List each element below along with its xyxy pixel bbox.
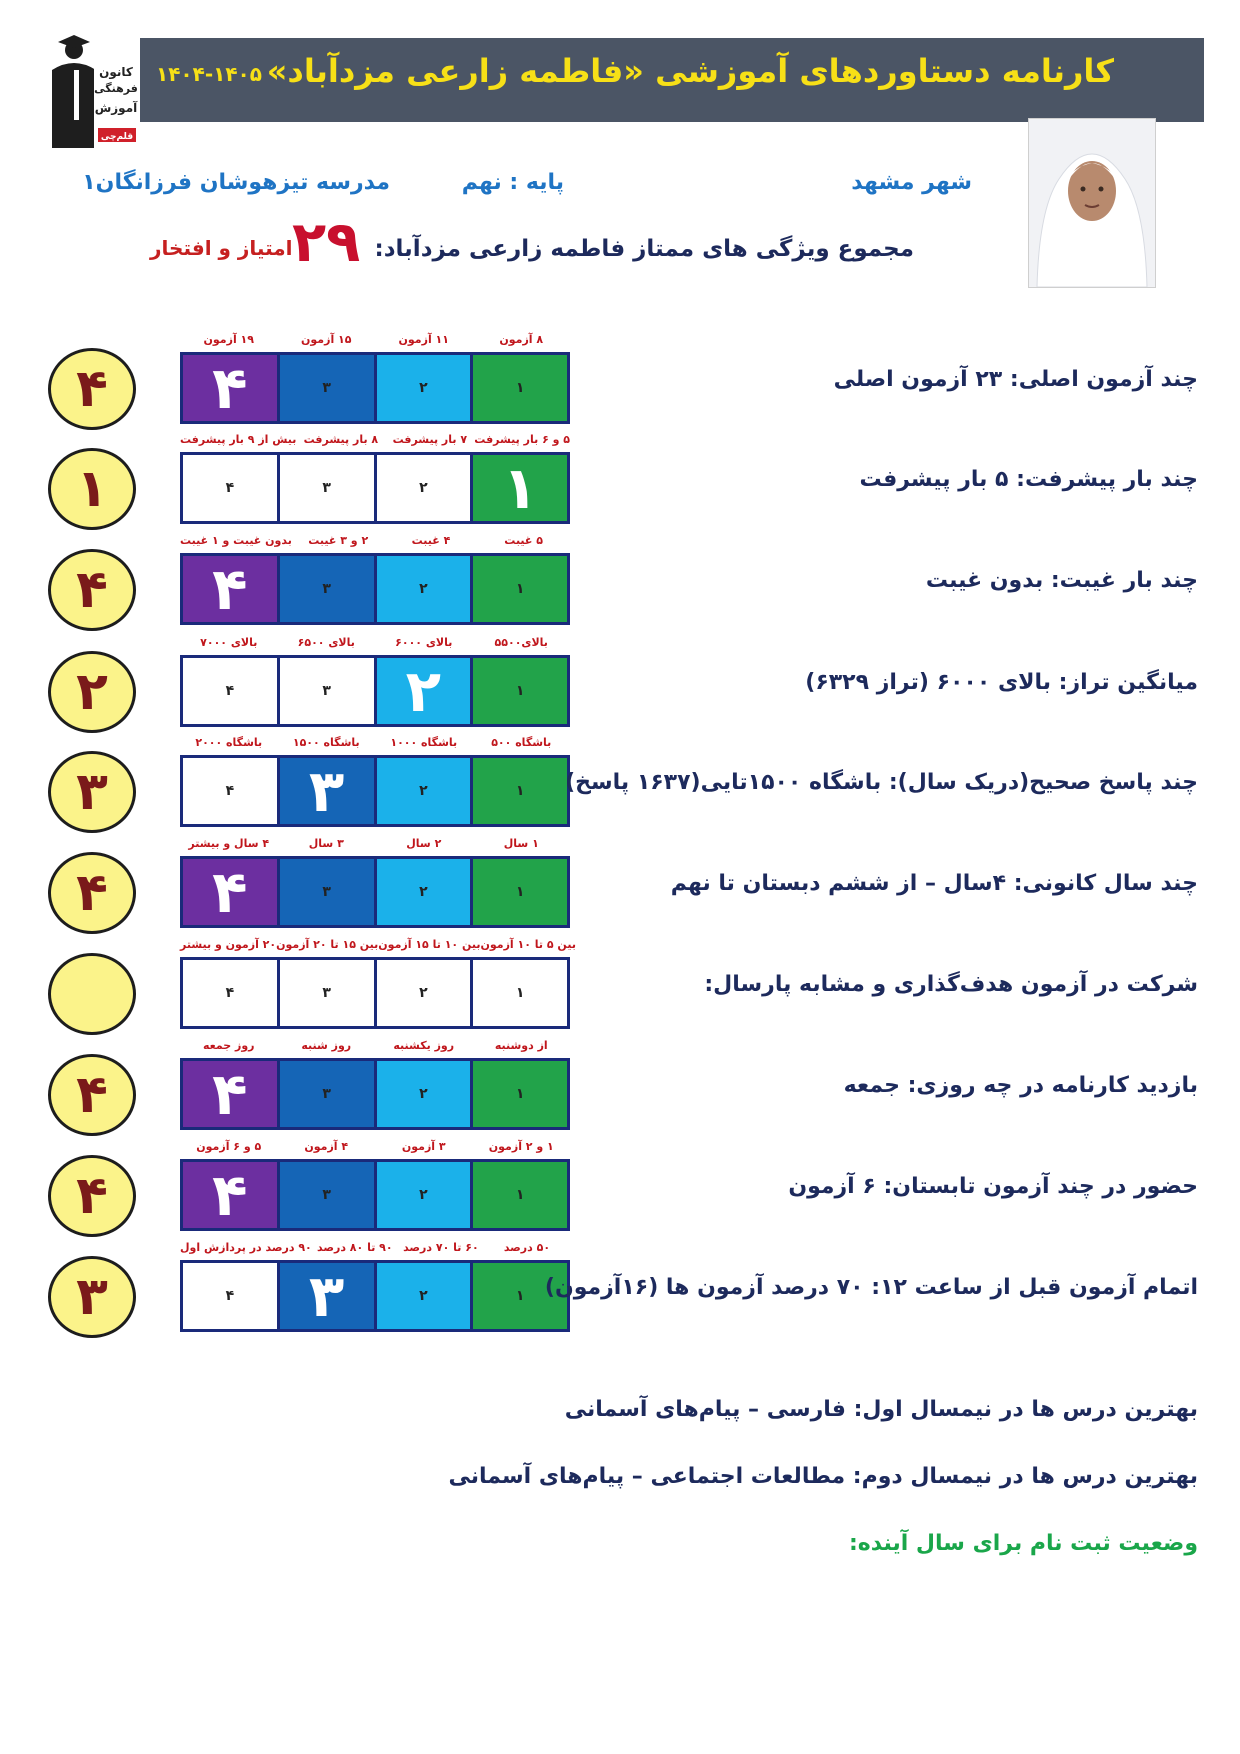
level-box-3: ۳ xyxy=(280,455,374,521)
scale-label: ۳ سال xyxy=(308,837,344,850)
level-box-4: ۴ xyxy=(183,658,277,724)
level-box-1: ۱ xyxy=(473,1061,567,1127)
scale-label: بین ۱۵ تا ۲۰ آزمون xyxy=(276,938,379,951)
row-score-circle: ۴ xyxy=(48,549,136,631)
grade-label: پایه : نهم xyxy=(461,170,564,195)
level-box-4: ۴ xyxy=(183,455,277,521)
criteria-text: چند پاسخ صحیح(دریک سال): باشگاه ۱۵۰۰تایی(۱۶۳۷ پاسخ) xyxy=(565,770,1198,795)
scale-labels xyxy=(180,725,570,749)
row-score-circle: ۴ xyxy=(48,852,136,934)
scale-label: باشگاه ۲۰۰۰ xyxy=(195,736,263,749)
level-box-2: ۲ xyxy=(377,758,471,824)
criteria-row xyxy=(0,826,1240,936)
level-boxes xyxy=(180,1159,570,1231)
scale-labels xyxy=(180,826,570,850)
criteria-text: اتمام آزمون قبل از ساعت ۱۲: ۷۰ درصد آزمون ها (۱۶آزمون) xyxy=(544,1275,1198,1300)
scale-label: بالای ۷۰۰۰ xyxy=(200,636,258,649)
level-box-1: ۱ xyxy=(473,758,567,824)
level-box-1: ۱ xyxy=(473,960,567,1026)
best-subjects-second-semester: بهترین درس ها در نیمسال دوم: مطالعات اجتماعی – پیام‌های آسمانی xyxy=(448,1464,1198,1489)
criteria-row xyxy=(0,927,1240,1037)
scale-label: روز جمعه xyxy=(203,1039,255,1052)
scale-label: ۴ غیبت xyxy=(411,534,451,547)
row-score-circle: ۱ xyxy=(48,448,136,530)
scale-label: ۵۰ درصد xyxy=(503,1241,551,1254)
level-box-3: ۳ xyxy=(280,1263,374,1329)
academic-year: ۱۴۰۴-۱۴۰۵ xyxy=(156,62,262,86)
level-box-2: ۲ xyxy=(377,556,471,622)
scale-label: ۷ بار پیشرفت xyxy=(392,433,468,446)
row-score-circle xyxy=(48,953,136,1035)
scale-label: باشگاه ۵۰۰ xyxy=(491,736,552,749)
level-boxes xyxy=(180,1260,570,1332)
scale-label: بیش از ۹ بار پیشرفت xyxy=(180,433,297,446)
scale-label: ۲ و ۳ غیبت xyxy=(308,534,369,547)
scale-label: ۳ آزمون xyxy=(401,1140,446,1153)
level-box-3: ۳ xyxy=(280,859,374,925)
level-box-2: ۲ xyxy=(377,455,471,521)
scale-label: روز شنبه xyxy=(301,1039,352,1052)
level-box-2: ۲ xyxy=(377,355,471,421)
criteria-text: حضور در چند آزمون تابستان: ۶ آزمون xyxy=(788,1174,1198,1199)
level-box-3: ۳ xyxy=(280,556,374,622)
level-box-4: ۴ xyxy=(183,859,277,925)
level-boxes xyxy=(180,352,570,424)
row-score-circle: ۴ xyxy=(48,1054,136,1136)
level-box-4: ۴ xyxy=(183,1162,277,1228)
level-box-3: ۳ xyxy=(280,1162,374,1228)
score-suffix: امتیاز و افتخار xyxy=(150,236,293,260)
level-box-2: ۲ xyxy=(377,1061,471,1127)
level-boxes xyxy=(180,856,570,928)
criteria-text: چند سال کانونی: ۴سال – از ششم دبستان تا نهم xyxy=(670,871,1198,896)
criteria-row xyxy=(0,523,1240,633)
level-box-2: ۲ xyxy=(377,1162,471,1228)
level-boxes xyxy=(180,755,570,827)
level-box-4: ۴ xyxy=(183,758,277,824)
scale-label: ۴ آزمون xyxy=(304,1140,349,1153)
level-box-3: ۳ xyxy=(280,758,374,824)
level-box-3: ۳ xyxy=(280,658,374,724)
scale-label: ۲۰ آزمون و بیشتر xyxy=(180,938,277,951)
scale-label: ۵ غیبت xyxy=(504,534,543,547)
row-score-circle: ۳ xyxy=(48,1256,136,1338)
summary-label: مجموع ویژگی های ممتاز فاطمه زارعی مزدآباد: xyxy=(374,236,914,262)
student-photo xyxy=(1028,118,1156,288)
level-box-4: ۴ xyxy=(183,355,277,421)
scale-label: ۱۵ آزمون xyxy=(301,333,352,346)
city-label: شهر مشهد xyxy=(851,170,972,195)
level-box-1: ۱ xyxy=(473,658,567,724)
scale-label: ۸ آزمون xyxy=(499,333,544,346)
row-score-circle: ۳ xyxy=(48,751,136,833)
row-score-circle: ۴ xyxy=(48,348,136,430)
scale-labels xyxy=(180,1028,570,1052)
level-box-1: ۱ xyxy=(473,355,567,421)
criteria-row xyxy=(0,422,1240,532)
scale-labels xyxy=(180,1129,570,1153)
scale-label: باشگاه ۱۰۰۰ xyxy=(390,736,458,749)
scale-label: ۹۰ درصد در پردازش اول xyxy=(180,1241,312,1254)
scale-label: ۱ و ۲ آزمون xyxy=(488,1140,554,1153)
scale-labels xyxy=(180,625,570,649)
row-score-circle: ۴ xyxy=(48,1155,136,1237)
logo-line-3: آموزش xyxy=(94,101,138,115)
level-box-4: ۴ xyxy=(183,1061,277,1127)
scale-labels xyxy=(180,322,570,346)
criteria-text: شرکت در آزمون هدف‌گذاری و مشابه پارسال: xyxy=(704,972,1198,997)
scale-label: ۱۹ آزمون xyxy=(203,333,254,346)
criteria-row xyxy=(0,1028,1240,1138)
level-box-3: ۳ xyxy=(280,1061,374,1127)
scale-label: ۱۱ آزمون xyxy=(398,333,449,346)
scale-label: بین ۵ تا ۱۰ آزمون xyxy=(480,938,576,951)
criteria-text: چند آزمون اصلی: ۲۳ آزمون اصلی xyxy=(833,367,1198,392)
scale-label: ۶۰ تا ۷۰ درصد xyxy=(403,1241,479,1254)
scale-label: ۵ و ۶ بار پیشرفت xyxy=(474,433,570,446)
scale-labels xyxy=(180,1230,570,1254)
level-box-4: ۴ xyxy=(183,1263,277,1329)
scale-label: از دوشنبه xyxy=(494,1039,548,1052)
level-boxes xyxy=(180,655,570,727)
level-box-1: ۱ xyxy=(473,455,567,521)
page-title: کارنامه دستاوردهای آموزشی «فاطمه زارعی مزدآباد» xyxy=(266,52,1114,90)
title-banner xyxy=(140,38,1204,122)
criteria-text: چند بار غیبت: بدون غیبت xyxy=(925,568,1198,593)
scale-label: ۹۰ تا ۸۰ درصد xyxy=(317,1241,393,1254)
criteria-text: چند بار پیشرفت: ۵ بار پیشرفت xyxy=(859,467,1198,492)
scale-label: ۲ سال xyxy=(406,837,442,850)
level-box-1: ۱ xyxy=(473,556,567,622)
criteria-row xyxy=(0,625,1240,735)
level-box-4: ۴ xyxy=(183,556,277,622)
scale-label: ۴ سال و بیشتر xyxy=(188,837,270,850)
kanoon-logo xyxy=(44,30,140,154)
criteria-row xyxy=(0,725,1240,835)
criteria-row xyxy=(0,322,1240,432)
level-box-1: ۱ xyxy=(473,1162,567,1228)
scale-labels xyxy=(180,523,570,547)
scale-label: باشگاه ۱۵۰۰ xyxy=(292,736,360,749)
logo-line-1: کانون xyxy=(99,65,133,79)
level-boxes xyxy=(180,452,570,524)
criteria-text: بازدید کارنامه در چه روزی: جمعه xyxy=(843,1073,1198,1098)
criteria-row xyxy=(0,1129,1240,1239)
level-box-3: ۳ xyxy=(280,355,374,421)
scale-label: بالای۵۵۰۰ xyxy=(494,636,548,649)
level-box-2: ۲ xyxy=(377,658,471,724)
level-box-1: ۱ xyxy=(473,859,567,925)
scale-label: بالای ۶۵۰۰ xyxy=(297,636,355,649)
level-boxes xyxy=(180,553,570,625)
level-box-2: ۲ xyxy=(377,1263,471,1329)
level-boxes xyxy=(180,957,570,1029)
scale-labels xyxy=(180,927,576,951)
scale-labels xyxy=(180,422,570,446)
total-score: ۲۹ xyxy=(292,210,361,275)
registration-status: وضعیت ثبت نام برای سال آینده: xyxy=(848,1531,1198,1556)
school-label: مدرسه تیزهوشان فرزانگان۱ xyxy=(82,170,390,195)
level-box-1: ۱ xyxy=(473,1263,567,1329)
scale-label: بدون غیبت و ۱ غیبت xyxy=(180,534,292,547)
level-box-2: ۲ xyxy=(377,960,471,1026)
scale-label: ۱ سال xyxy=(503,837,539,850)
scale-label: ۵ و ۶ آزمون xyxy=(196,1140,262,1153)
criteria-row xyxy=(0,1230,1240,1340)
logo-line-2: فرهنگی xyxy=(94,82,138,95)
logo-line-4: قلم‌چی xyxy=(100,132,134,142)
level-box-2: ۲ xyxy=(377,859,471,925)
row-score-circle: ۲ xyxy=(48,651,136,733)
criteria-text: میانگین تراز: بالای ۶۰۰۰ (تراز ۶۳۲۹) xyxy=(805,670,1198,695)
level-boxes xyxy=(180,1058,570,1130)
level-box-4: ۴ xyxy=(183,960,277,1026)
level-box-3: ۳ xyxy=(280,960,374,1026)
scale-label: ۸ بار پیشرفت xyxy=(303,433,379,446)
scale-label: بالای ۶۰۰۰ xyxy=(395,636,453,649)
scale-label: بین ۱۰ تا ۱۵ آزمون xyxy=(378,938,481,951)
best-subjects-first-semester: بهترین درس ها در نیمسال اول: فارسی – پیام‌های آسمانی xyxy=(564,1397,1198,1422)
scale-label: روز یکشنبه xyxy=(393,1039,455,1052)
